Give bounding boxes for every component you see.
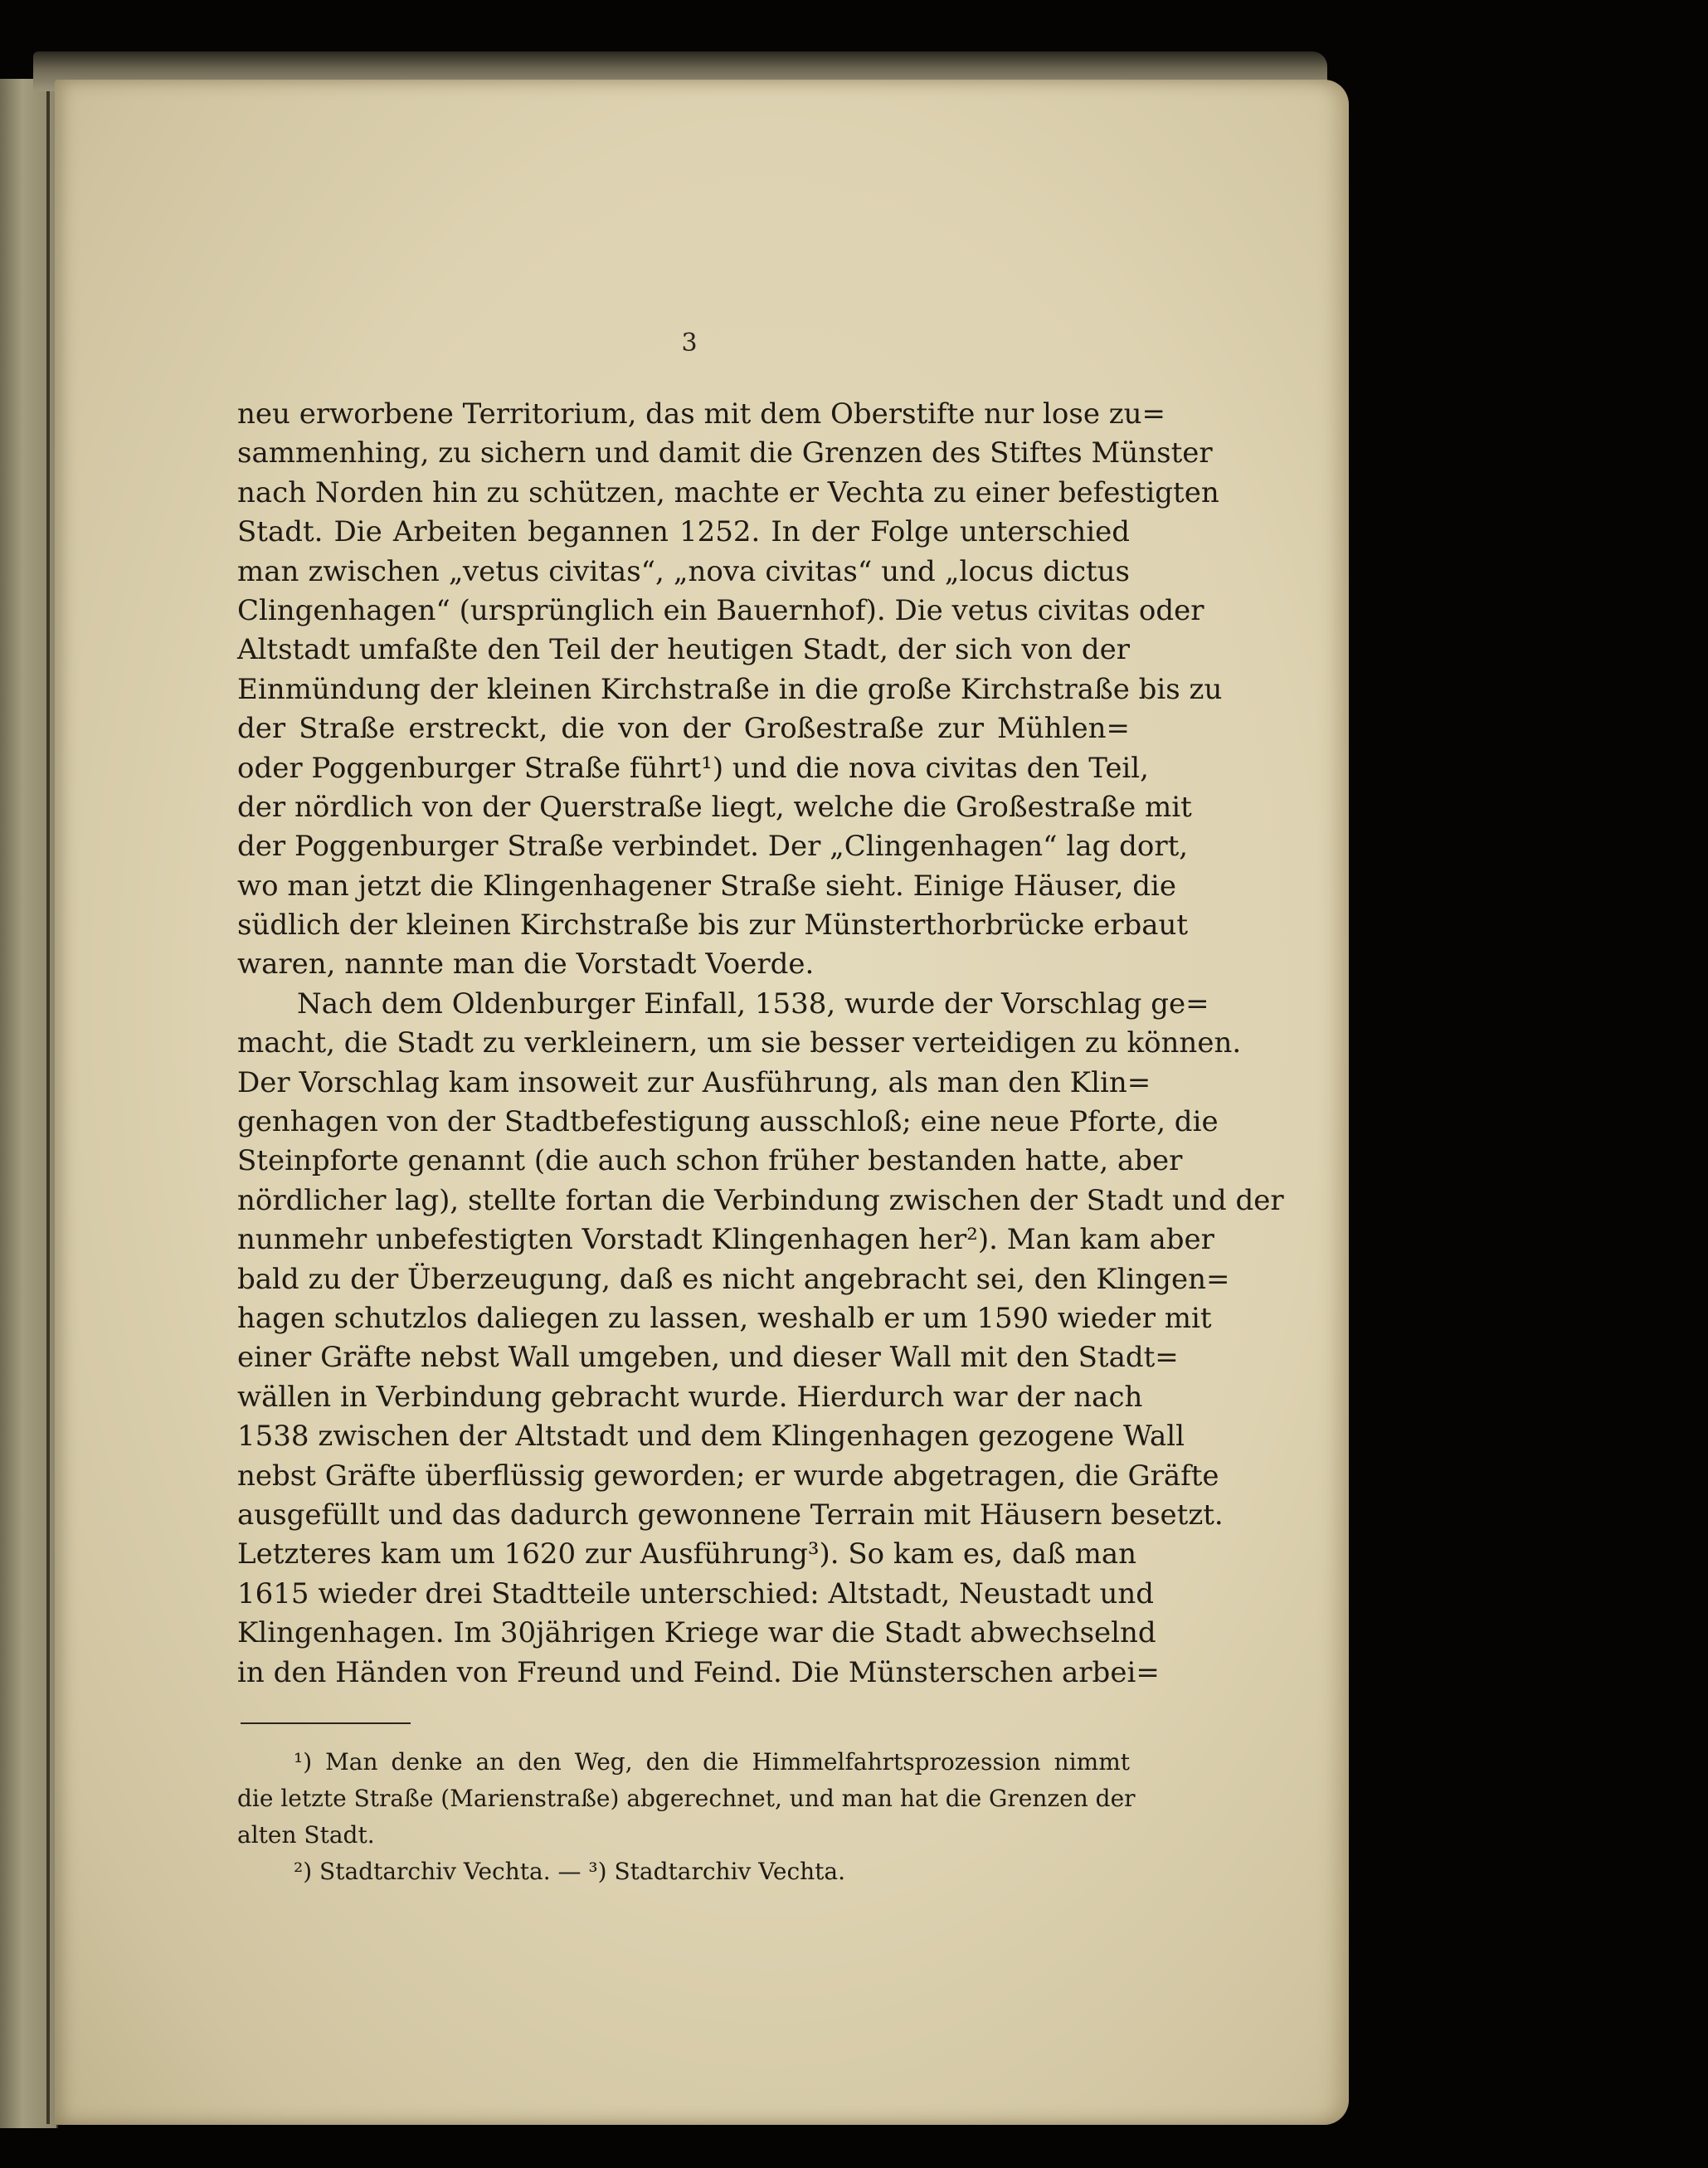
footnote-line: alten Stadt. <box>237 1821 375 1849</box>
text-line: hagen schutzlos daliegen zu lassen, weshalb er um 1590 wieder mit <box>237 1301 1212 1335</box>
text-line: der Poggenburger Straße verbindet. Der „Clingenhagen“ lag dort, <box>237 830 1189 864</box>
text-line: neu erworbene Territorium, das mit dem Oberstifte nur lose zu= <box>237 397 1166 431</box>
text-line: wo man jetzt die Klingenhagener Straße sieht. Einige Häuser, die <box>237 869 1177 903</box>
text-line: Der Vorschlag kam insoweit zur Ausführung, als man den Klin= <box>237 1065 1151 1099</box>
text-line: 1615 wieder drei Stadtteile unterschied: Altstadt, Neustadt und <box>237 1576 1155 1610</box>
footnote-line: ²) Stadtarchiv Vechta. — ³) Stadtarchiv Vechta. <box>294 1858 845 1885</box>
text-line: Steinpforte genannt (die auch schon früher bestanden hatte, aber <box>237 1144 1183 1178</box>
text-line: südlich der kleinen Kirchstraße bis zur Münsterthorbrücke erbaut <box>237 909 1189 943</box>
footnote-line: die letzte Straße (Marienstraße) abgerechnet, und man hat die Grenzen der <box>237 1785 1136 1812</box>
text-line: Einmündung der kleinen Kirchstraße in die große Kirchstraße bis zu <box>237 672 1223 706</box>
text-line: wällen in Verbindung gebracht wurde. Hierdurch war der nach <box>237 1380 1143 1414</box>
text-line: einer Gräfte nebst Wall umgeben, und dieser Wall mit den Stadt= <box>237 1341 1179 1375</box>
text-line: nach Norden hin zu schützen, machte er Vechta zu einer befestigten <box>237 475 1219 509</box>
text-line: nebst Gräfte überflüssig geworden; er wurde abgetragen, die Gräfte <box>237 1459 1219 1493</box>
text-line: man zwischen „vetus civitas“, „nova civitas“ und „locus dictus <box>237 554 1130 588</box>
body-text <box>237 395 1284 1693</box>
text-line: nunmehr unbefestigten Vorstadt Klingenhagen her²). Man kam aber <box>237 1223 1214 1257</box>
text-line: genhagen von der Stadtbefestigung ausschloß; eine neue Pforte, die <box>237 1105 1219 1139</box>
text-line: Clingenhagen“ (ursprünglich ein Bauernhof). Die vetus civitas oder <box>237 593 1204 627</box>
text-line: bald zu der Überzeugung, daß es nicht angebracht sei, den Klingen= <box>237 1262 1230 1296</box>
footnotes <box>237 1744 1136 1890</box>
text-line: ausgefüllt und das dadurch gewonnene Terrain mit Häusern besetzt. <box>237 1498 1224 1532</box>
text-line: waren, nannte man die Vorstadt Voerde. <box>237 948 815 982</box>
text-line: Klingenhagen. Im 30jährigen Kriege war die Stadt abwechselnd <box>237 1616 1156 1650</box>
page-number: 3 <box>681 329 698 358</box>
book-spine <box>46 83 50 2124</box>
text-line: Letzteres kam um 1620 zur Ausführung³). So kam es, daß man <box>237 1537 1136 1571</box>
text-line: in den Händen von Freund und Feind. Die Münsterschen arbei= <box>237 1655 1160 1689</box>
text-line: der Straße erstreckt, die von der Großestraße zur Mühlen= <box>237 712 1130 746</box>
text-line: nördlicher lag), stellte fortan die Verbindung zwischen der Stadt und der <box>237 1183 1284 1217</box>
text-line: oder Poggenburger Straße führt¹) und die nova civitas den Teil, <box>237 751 1149 785</box>
text-line: Stadt. Die Arbeiten begannen 1252. In der Folge unterschied <box>237 515 1130 549</box>
footnote-divider <box>241 1722 411 1724</box>
text-line: sammenhing, zu sichern und damit die Grenzen des Stiftes Münster <box>237 436 1213 470</box>
text-line: 1538 zwischen der Altstadt und dem Klingenhagen gezogene Wall <box>237 1420 1185 1454</box>
text-line: Nach dem Oldenburger Einfall, 1538, wurde der Vorschlag ge= <box>297 987 1209 1021</box>
book-page <box>55 80 1349 2125</box>
text-line: macht, die Stadt zu verkleinern, um sie besser verteidigen zu können. <box>237 1026 1242 1060</box>
text-line: der nördlich von der Querstraße liegt, welche die Großestraße mit <box>237 790 1192 824</box>
footnote-line: ¹) Man denke an den Weg, den die Himmelfahrtsprozession nimmt <box>294 1748 1130 1776</box>
text-line: Altstadt umfaßte den Teil der heutigen Stadt, der sich von der <box>237 633 1130 667</box>
